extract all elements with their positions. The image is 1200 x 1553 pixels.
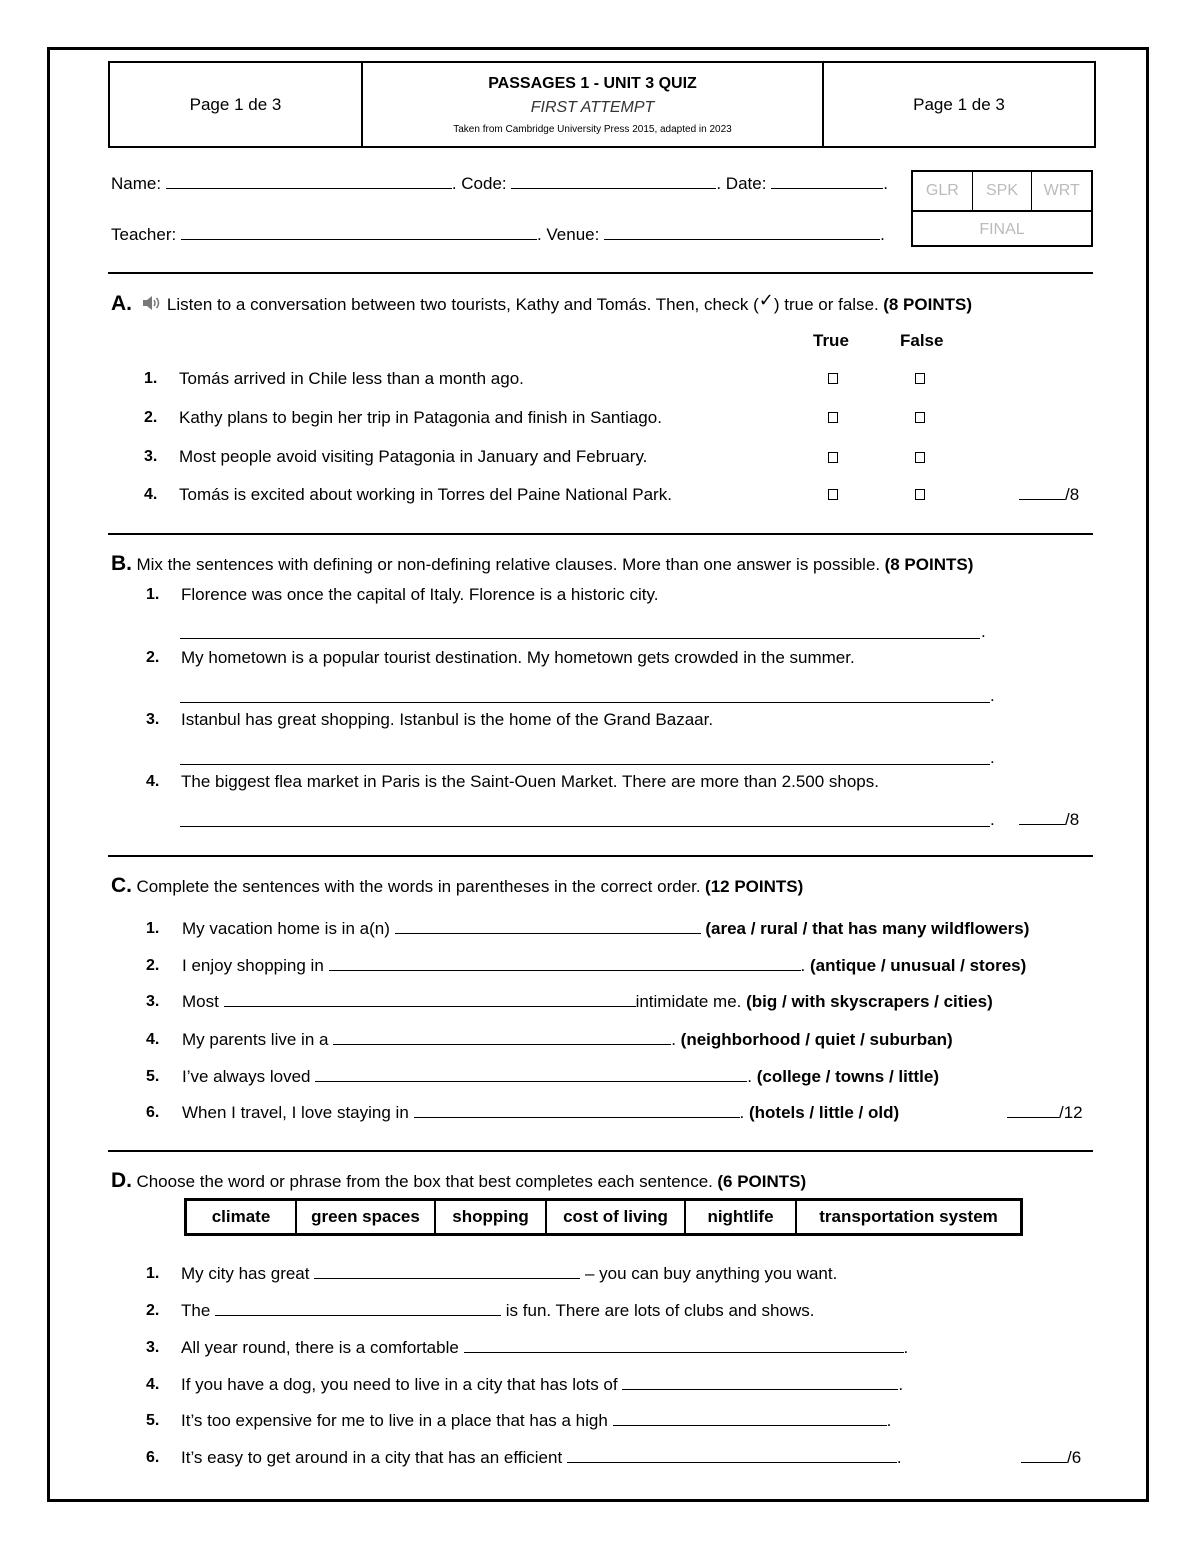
c-item-3-num: 3. <box>146 993 160 1010</box>
teacher-label: Teacher: <box>111 225 177 244</box>
section-a-score-total: /8 <box>1065 485 1080 504</box>
section-c-score-field[interactable] <box>1007 1103 1059 1118</box>
d-item-3-blank[interactable] <box>464 1338 904 1353</box>
b-item-2-answer-line[interactable] <box>180 702 990 703</box>
c-item-1-hint: (area / rural / that has many wildflowers) <box>705 919 1030 938</box>
d-item-2-post: is fun. There are lots of clubs and shows. <box>505 1301 815 1320</box>
section-a-score-field[interactable] <box>1019 485 1065 500</box>
b-item-4-text: The biggest flea market in Paris is the Saint-Ouen Market. There are more than 2.500 shops. <box>181 772 879 791</box>
section-c-heading <box>111 874 803 898</box>
b-item-1-dot: . <box>981 622 986 641</box>
word-box-item: transportation system <box>819 1207 998 1226</box>
c-item-4-blank[interactable] <box>333 1030 671 1045</box>
c-item-3 <box>182 992 993 1012</box>
section-divider <box>108 272 1093 274</box>
check-mark-icon: ✓ <box>758 290 774 310</box>
word-box-item: nightlife <box>686 1201 797 1233</box>
word-box <box>184 1198 1023 1236</box>
header-title-cell <box>363 63 824 146</box>
a-item-1-text: Tomás arrived in Chile less than a month ago. <box>179 369 524 388</box>
grade-box <box>911 170 1093 247</box>
venue-field[interactable] <box>604 225 880 240</box>
section-c-instruction: Complete the sentences with the words in parentheses in the correct order. <box>136 877 701 896</box>
c-item-1-num: 1. <box>146 920 160 937</box>
section-c-score <box>1007 1103 1083 1123</box>
d-item-2-num: 2. <box>146 1302 160 1319</box>
d-item-6-blank[interactable] <box>567 1448 897 1463</box>
quiz-subtitle: FIRST ATTEMPT <box>530 98 655 116</box>
quiz-header <box>108 61 1096 148</box>
word-box-item: shopping <box>436 1201 547 1233</box>
a-item-1-true-checkbox[interactable] <box>828 373 838 384</box>
c-item-4 <box>182 1030 953 1050</box>
c-item-3-post: intimidate me. <box>635 992 742 1011</box>
c-item-5-hint: (college / towns / little) <box>756 1067 940 1086</box>
d-item-5-pre: It’s too expensive for me to live in a place that has a high <box>181 1411 608 1430</box>
c-item-5-post: . <box>747 1067 752 1086</box>
grade-glr: GLR <box>913 172 973 210</box>
word-box-item: climate <box>187 1201 297 1233</box>
c-item-6-hint: (hotels / little / old) <box>748 1103 900 1122</box>
c-item-2-blank[interactable] <box>329 956 801 971</box>
c-item-4-pre: My parents live in a <box>182 1030 329 1049</box>
info-dot: . <box>880 225 885 244</box>
section-a-letter: A. <box>111 292 132 315</box>
b-item-1-text: Florence was once the capital of Italy. Florence is a historic city. <box>181 585 659 604</box>
a-item-2-text: Kathy plans to begin her trip in Patagonia and finish in Santiago. <box>179 408 662 427</box>
b-item-2-text: My hometown is a popular tourist destination. My hometown gets crowded in the summer. <box>181 648 855 667</box>
date-label: . Date: <box>716 174 767 193</box>
d-item-1-num: 1. <box>146 1265 160 1282</box>
d-item-4-pre: If you have a dog, you need to live in a city that has lots of <box>181 1375 618 1394</box>
b-item-2-dot: . <box>990 686 995 705</box>
section-c-letter: C. <box>111 874 132 897</box>
section-b-letter: B. <box>111 552 132 575</box>
d-item-5-post: . <box>886 1411 892 1430</box>
section-a-instruction-post: ) true or false. <box>773 295 879 314</box>
col-false-header: False <box>900 331 944 350</box>
a-item-4-false-checkbox[interactable] <box>915 489 925 500</box>
quiz-title: PASSAGES 1 - UNIT 3 QUIZ <box>488 74 697 92</box>
d-item-2 <box>181 1301 814 1321</box>
d-item-1-blank[interactable] <box>314 1264 580 1279</box>
c-item-1-blank[interactable] <box>395 919 701 934</box>
c-item-3-pre: Most <box>182 992 219 1011</box>
b-item-3-answer-line[interactable] <box>180 764 990 765</box>
section-divider <box>108 1150 1093 1152</box>
b-item-4-answer-line[interactable] <box>180 826 990 827</box>
section-d-score-field[interactable] <box>1021 1448 1067 1463</box>
info-row-1 <box>111 174 888 194</box>
d-item-4-blank[interactable] <box>622 1375 898 1390</box>
a-item-4-true-checkbox[interactable] <box>828 489 838 500</box>
section-b-score <box>1019 810 1079 830</box>
word-box-item: green spaces <box>297 1201 436 1233</box>
a-item-4-num: 4. <box>144 486 158 503</box>
b-item-1-num: 1. <box>146 586 160 603</box>
c-item-5-pre: I’ve always loved <box>182 1067 311 1086</box>
section-b-instruction: Mix the sentences with defining or non-defining relative clauses. More than one answer is possible. <box>136 555 881 574</box>
header-page-left: Page 1 de 3 <box>110 63 363 146</box>
b-item-4-num: 4. <box>146 773 160 790</box>
c-item-6-post: . <box>739 1103 745 1122</box>
d-item-3-num: 3. <box>146 1339 160 1356</box>
header-page-right: Page 1 de 3 <box>913 94 1005 114</box>
section-b-score-total: /8 <box>1065 810 1080 829</box>
c-item-5-blank[interactable] <box>315 1067 747 1082</box>
section-c-points: (12 POINTS) <box>705 877 804 896</box>
b-item-3-text: Istanbul has great shopping. Istanbul is the home of the Grand Bazaar. <box>181 710 714 729</box>
section-divider <box>108 533 1093 535</box>
c-item-5 <box>182 1067 939 1087</box>
d-item-5-blank[interactable] <box>613 1411 887 1426</box>
d-item-1 <box>181 1264 837 1284</box>
word-box-item: cost of living <box>547 1201 686 1233</box>
section-d-instruction: Choose the word or phrase from the box that best completes each sentence. <box>136 1172 713 1191</box>
c-item-2-post: . <box>800 956 806 975</box>
c-item-4-hint: (neighborhood / quiet / suburban) <box>680 1030 953 1049</box>
c-item-4-num: 4. <box>146 1031 160 1048</box>
a-item-3-true-checkbox[interactable] <box>828 452 838 463</box>
d-item-4-post: . <box>898 1375 904 1394</box>
d-item-5-num: 5. <box>146 1412 160 1429</box>
c-item-1 <box>182 919 1029 939</box>
b-item-4-dot: . <box>990 810 995 829</box>
section-a-points: (8 POINTS) <box>883 295 972 314</box>
info-dot: . <box>883 174 888 193</box>
a-item-3-num: 3. <box>144 448 158 465</box>
c-item-3-hint: (big / with skyscrapers / cities) <box>746 992 993 1011</box>
a-item-2-true-checkbox[interactable] <box>828 412 838 423</box>
d-item-3-post: . <box>903 1338 909 1357</box>
section-d-letter: D. <box>111 1169 132 1192</box>
b-item-3-num: 3. <box>146 711 160 728</box>
a-item-3-text: Most people avoid visiting Patagonia in January and February. <box>179 447 648 466</box>
d-item-6-pre: It’s easy to get around in a city that has an efficient <box>181 1448 563 1467</box>
c-item-1-pre: My vacation home is in a(n) <box>182 919 390 938</box>
d-item-6-num: 6. <box>146 1449 160 1466</box>
name-label: Name: <box>111 174 162 193</box>
grade-spk: SPK <box>973 172 1033 210</box>
section-d-score-total: /6 <box>1067 1448 1082 1467</box>
venue-label: . Venue: <box>536 225 600 244</box>
d-item-2-blank[interactable] <box>215 1301 501 1316</box>
c-item-2-hint: (antique / unusual / stores) <box>809 956 1027 975</box>
d-item-1-post: – you can buy anything you want. <box>584 1264 838 1283</box>
section-a-score <box>1019 485 1079 505</box>
grade-wrt: WRT <box>1043 182 1080 199</box>
a-item-1-num: 1. <box>144 370 158 387</box>
section-divider <box>108 855 1093 857</box>
section-b-heading <box>111 552 973 576</box>
c-item-2-num: 2. <box>146 957 160 974</box>
c-item-2-pre: I enjoy shopping in <box>182 956 324 975</box>
col-true-header: True <box>813 331 849 350</box>
section-c-score-total: /12 <box>1059 1103 1083 1122</box>
c-item-6 <box>182 1103 899 1123</box>
quiz-source-note: Taken from Cambridge University Press 2015, adapted in 2023 <box>453 123 732 135</box>
section-d-heading <box>111 1169 806 1193</box>
d-item-1-pre: My city has great <box>181 1264 310 1283</box>
code-field[interactable] <box>511 174 716 189</box>
section-d-score <box>1021 1448 1081 1468</box>
a-item-3-false-checkbox[interactable] <box>915 452 925 463</box>
section-b-score-field[interactable] <box>1019 810 1065 825</box>
section-a-heading <box>111 292 972 316</box>
date-field[interactable] <box>771 174 883 189</box>
speaker-icon <box>142 295 162 311</box>
b-item-2-num: 2. <box>146 649 160 666</box>
c-item-6-pre: When I travel, I love staying in <box>182 1103 409 1122</box>
d-item-3-pre: All year round, there is a comfortable <box>181 1338 459 1357</box>
a-item-1-false-checkbox[interactable] <box>915 373 925 384</box>
c-item-2 <box>182 956 1026 976</box>
d-item-2-pre: The <box>181 1301 211 1320</box>
grade-final: FINAL <box>979 220 1025 238</box>
d-item-4 <box>181 1375 903 1395</box>
b-item-3-dot: . <box>990 748 995 767</box>
name-field[interactable] <box>166 174 452 189</box>
section-a-instruction-pre: Listen to a conversation between two tourists, Kathy and Tomás. Then, check ( <box>166 295 759 314</box>
c-item-4-post: . <box>671 1030 676 1049</box>
info-row-2 <box>111 225 885 245</box>
section-d-points: (6 POINTS) <box>717 1172 807 1191</box>
c-item-6-num: 6. <box>146 1104 160 1121</box>
d-item-3 <box>181 1338 908 1358</box>
section-b-points: (8 POINTS) <box>884 555 974 574</box>
d-item-5 <box>181 1411 891 1431</box>
b-item-1-answer-line[interactable] <box>180 638 980 639</box>
a-item-4-text: Tomás is excited about working in Torres del Paine National Park. <box>179 485 672 504</box>
code-label: . Code: <box>451 174 507 193</box>
c-item-3-blank[interactable] <box>224 992 636 1007</box>
c-item-6-blank[interactable] <box>414 1103 740 1118</box>
d-item-6 <box>181 1448 902 1468</box>
teacher-field[interactable] <box>181 225 537 240</box>
d-item-6-post: . <box>896 1448 902 1467</box>
c-item-5-num: 5. <box>146 1068 160 1085</box>
d-item-4-num: 4. <box>146 1376 160 1393</box>
a-item-2-num: 2. <box>144 409 158 426</box>
a-item-2-false-checkbox[interactable] <box>915 412 925 423</box>
